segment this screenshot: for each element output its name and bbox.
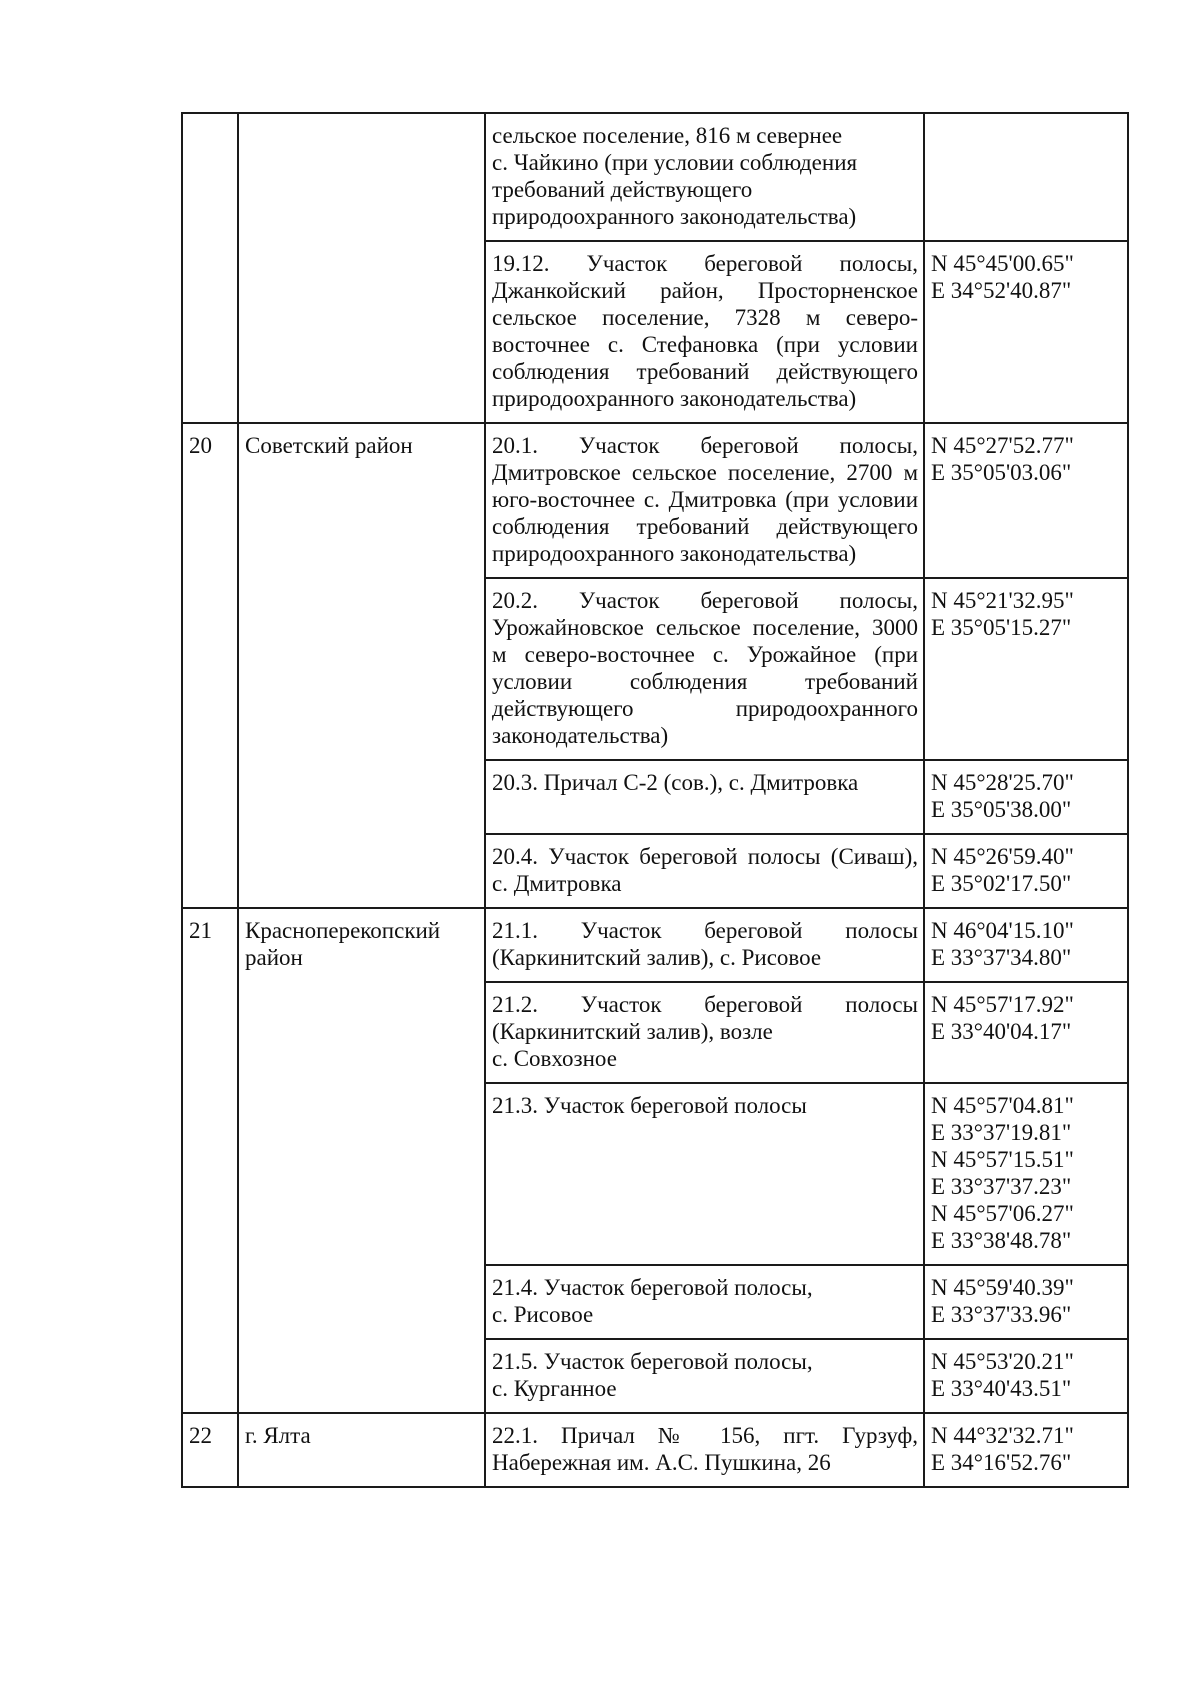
- coordinates-cell: [924, 908, 1128, 982]
- coordinate-value: E 33°37'33.96": [931, 1302, 1072, 1327]
- district-cell: [238, 113, 485, 423]
- table-row: [182, 1413, 1128, 1487]
- row-number-cell: 21: [182, 908, 238, 1413]
- row-number-cell: 20: [182, 423, 238, 908]
- coordinates-cell: [924, 1339, 1128, 1413]
- site-description-cell: 21.1. Участок береговой полосы (Каркинитский залив), с. Рисовое: [485, 908, 924, 982]
- site-description-cell: 21.3. Участок береговой полосы: [485, 1083, 924, 1265]
- site-description-cell: 20.2. Участок береговой полосы, Урожайновское сельское поселение, 3000 м северо-восточнее с. Урожайное (при условии соблюдения требований действующего природоохранного законодательства): [485, 578, 924, 760]
- coordinates-cell: [924, 982, 1128, 1083]
- district-cell: Красноперекопский район: [238, 908, 485, 1413]
- coordinate-value: N 45°57'17.92": [931, 992, 1074, 1017]
- coordinate-value: N 46°04'15.10": [931, 918, 1074, 943]
- coordinate-value: E 35°02'17.50": [931, 871, 1072, 896]
- coordinate-value: E 33°38'48.78": [931, 1228, 1072, 1253]
- site-description-cell: 22.1. Причал № 156, пгт. Гурзуф, Набережная им. А.С. Пушкина, 26: [485, 1413, 924, 1487]
- site-description-cell: 20.4. Участок береговой полосы (Сиваш), с. Дмитровка: [485, 834, 924, 908]
- coordinate-value: E 33°37'34.80": [931, 945, 1072, 970]
- coordinate-value: N 45°27'52.77": [931, 433, 1074, 458]
- coordinate-value: N 45°59'40.39": [931, 1275, 1074, 1300]
- district-cell: Советский район: [238, 423, 485, 908]
- coordinate-value: E 35°05'38.00": [931, 797, 1072, 822]
- coordinate-value: E 33°37'37.23": [931, 1174, 1072, 1199]
- coordinate-value: N 45°26'59.40": [931, 844, 1074, 869]
- coordinates-cell: [924, 1083, 1128, 1265]
- coordinates-cell: [924, 113, 1128, 241]
- coordinate-value: N 45°57'06.27": [931, 1201, 1074, 1226]
- coastal-sites-table: [181, 112, 1129, 1488]
- coordinate-value: N 45°57'15.51": [931, 1147, 1074, 1172]
- table-body: [182, 113, 1128, 1487]
- site-description-cell: 21.4. Участок береговой полосы, с. Рисовое: [485, 1265, 924, 1339]
- table-row: [182, 423, 1128, 578]
- coordinates-cell: [924, 1413, 1128, 1487]
- site-description-cell: 19.12. Участок береговой полосы, Джанкойский район, Просторненское сельское поселение, 7328 м северо-восточнее с. Стефановка (при условии соблюдения требований действующего природоохранного законодательства): [485, 241, 924, 423]
- site-description-cell: 20.3. Причал С-2 (сов.), с. Дмитровка: [485, 760, 924, 834]
- coordinate-value: E 35°05'03.06": [931, 460, 1072, 485]
- table-row: [182, 908, 1128, 982]
- coordinate-value: N 45°45'00.65": [931, 251, 1074, 276]
- coordinates-cell: [924, 834, 1128, 908]
- coordinate-value: E 35°05'15.27": [931, 615, 1072, 640]
- site-description-cell: 20.1. Участок береговой полосы, Дмитровское сельское поселение, 2700 м юго-восточнее с. Дмитровка (при условии соблюдения требований действующего природоохранного законодательства): [485, 423, 924, 578]
- coordinate-value: E 33°40'43.51": [931, 1376, 1072, 1401]
- table-row: [182, 113, 1128, 241]
- coordinates-cell: [924, 423, 1128, 578]
- site-description-cell: сельское поселение, 816 м севернее с. Чайкино (при условии соблюдения требований действующего природоохранного законодательства): [485, 113, 924, 241]
- coordinates-cell: [924, 1265, 1128, 1339]
- coordinate-value: N 45°28'25.70": [931, 770, 1074, 795]
- coordinates-cell: [924, 241, 1128, 423]
- coordinate-value: E 33°37'19.81": [931, 1120, 1072, 1145]
- coordinate-value: E 34°16'52.76": [931, 1450, 1072, 1475]
- coordinate-value: E 33°40'04.17": [931, 1019, 1072, 1044]
- coordinate-value: N 45°53'20.21": [931, 1349, 1074, 1374]
- coordinate-value: E 34°52'40.87": [931, 278, 1072, 303]
- site-description-cell: 21.5. Участок береговой полосы, с. Курганное: [485, 1339, 924, 1413]
- row-number-cell: [182, 113, 238, 423]
- coordinate-value: N 45°21'32.95": [931, 588, 1074, 613]
- coordinates-cell: [924, 760, 1128, 834]
- coordinates-cell: [924, 578, 1128, 760]
- row-number-cell: 22: [182, 1413, 238, 1487]
- site-description-cell: 21.2. Участок береговой полосы (Каркинитский залив), возле с. Совхозное: [485, 982, 924, 1083]
- coordinate-value: N 45°57'04.81": [931, 1093, 1074, 1118]
- district-cell: г. Ялта: [238, 1413, 485, 1487]
- coordinate-value: N 44°32'32.71": [931, 1423, 1074, 1448]
